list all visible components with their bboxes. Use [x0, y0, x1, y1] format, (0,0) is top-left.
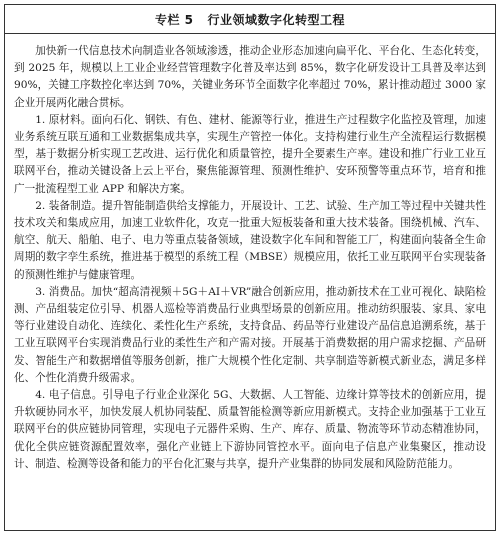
intro-paragraph: 加快新一代信息技术向制造业各领域渗透，推动企业形态加速向扁平化、平台化、生态化转变，到 2025 年，规模以上工业企业经营管理数字化普及率达到 85%，数字化研发设计工具普及率达到 90%，关键工序数控化率达到 70%，关键业务环节全面数字化率超过 70%，累计推动超过 3000 家企业开展两化融合贯标。 [14, 45, 486, 109]
feature-box [4, 4, 496, 531]
equipment-manufacturing-paragraph: 2. 装备制造。提升智能制造供给支撑能力，开展设计、工艺、试验、生产加工等过程中关键共性技术攻关和集成应用，加速工业软件化，攻克一批重大短板装备和重大技术装备。围绕机械、汽车、航空、航天、船舶、电子、电力等重点装备领域，建设数字化车间和智能工厂，构建面向装备全生命周期的数字孪生系统，推进基于模型的系统工程（MBSE）规模应用，依托工业互联网平台实现装备的预测性维护与健康管理。 [14, 199, 486, 281]
consumer-goods-paragraph: 3. 消费品。加快“超高清视频＋5G＋AI＋VR”融合创新应用，推动新技术在工业可视化、缺陷检测、产品组装定位引导、机器人巡检等消费品行业典型场景的创新应用。推动纺织服装、家具、家电等行业建设自动化、连续化、柔性化生产系统，支持食品、药品等行业建设产品信息追溯系统，基于工业互联网平台实现消费品行业的柔性生产和产需对接。开展基于消费数据的用户需求挖掘、产品研发、智能生产和数据增值等服务创新，推广大规模个性化定制、共享制造等新模式新业态，满足多样化、个性化消费升级需求。 [14, 285, 486, 384]
box-label: 专栏 5 [154, 12, 194, 27]
raw-materials-paragraph: 1. 原材料。面向石化、钢铁、有色、建材、能源等行业，推进生产过程数字化监控及管理，加速业务系统互联互通和工业数据集成共享，实现生产管控一体化。支持构建行业生产全流程运行数据模型，基于数据分析实现工艺改进、运行优化和质量管控，提升全要素生产率。建设和推广行业工业互联网平台，推动关键设备上云上平台，聚焦能源管理、预测性维护、安环预警等重点环节，培育和推广一批流程型工业 APP 和解决方案。 [14, 113, 486, 195]
box-title: 行业领域数字化转型工程 [207, 12, 346, 27]
box-title-bar [5, 5, 495, 34]
box-content [5, 34, 495, 473]
electronics-paragraph: 4. 电子信息。引导电子行业企业深化 5G、大数据、人工智能、边缘计算等技术的创新应用，提升软硬协同水平，加快发展人机协同装配、质量智能检测等新应用新模式。支持企业加强基于工业互联网平台的供应链协同管理，实现电子元器件采购、生产、库存、质量、物流等环节动态精准协同，优化全供应链资源配置效率，强化产业链上下游协同管控水平。面向电子信息产业集聚区，推动设计、制造、检测等设备和能力的平台化汇聚与共享，提升产业集群的协同发展和风险防范能力。 [14, 389, 486, 470]
